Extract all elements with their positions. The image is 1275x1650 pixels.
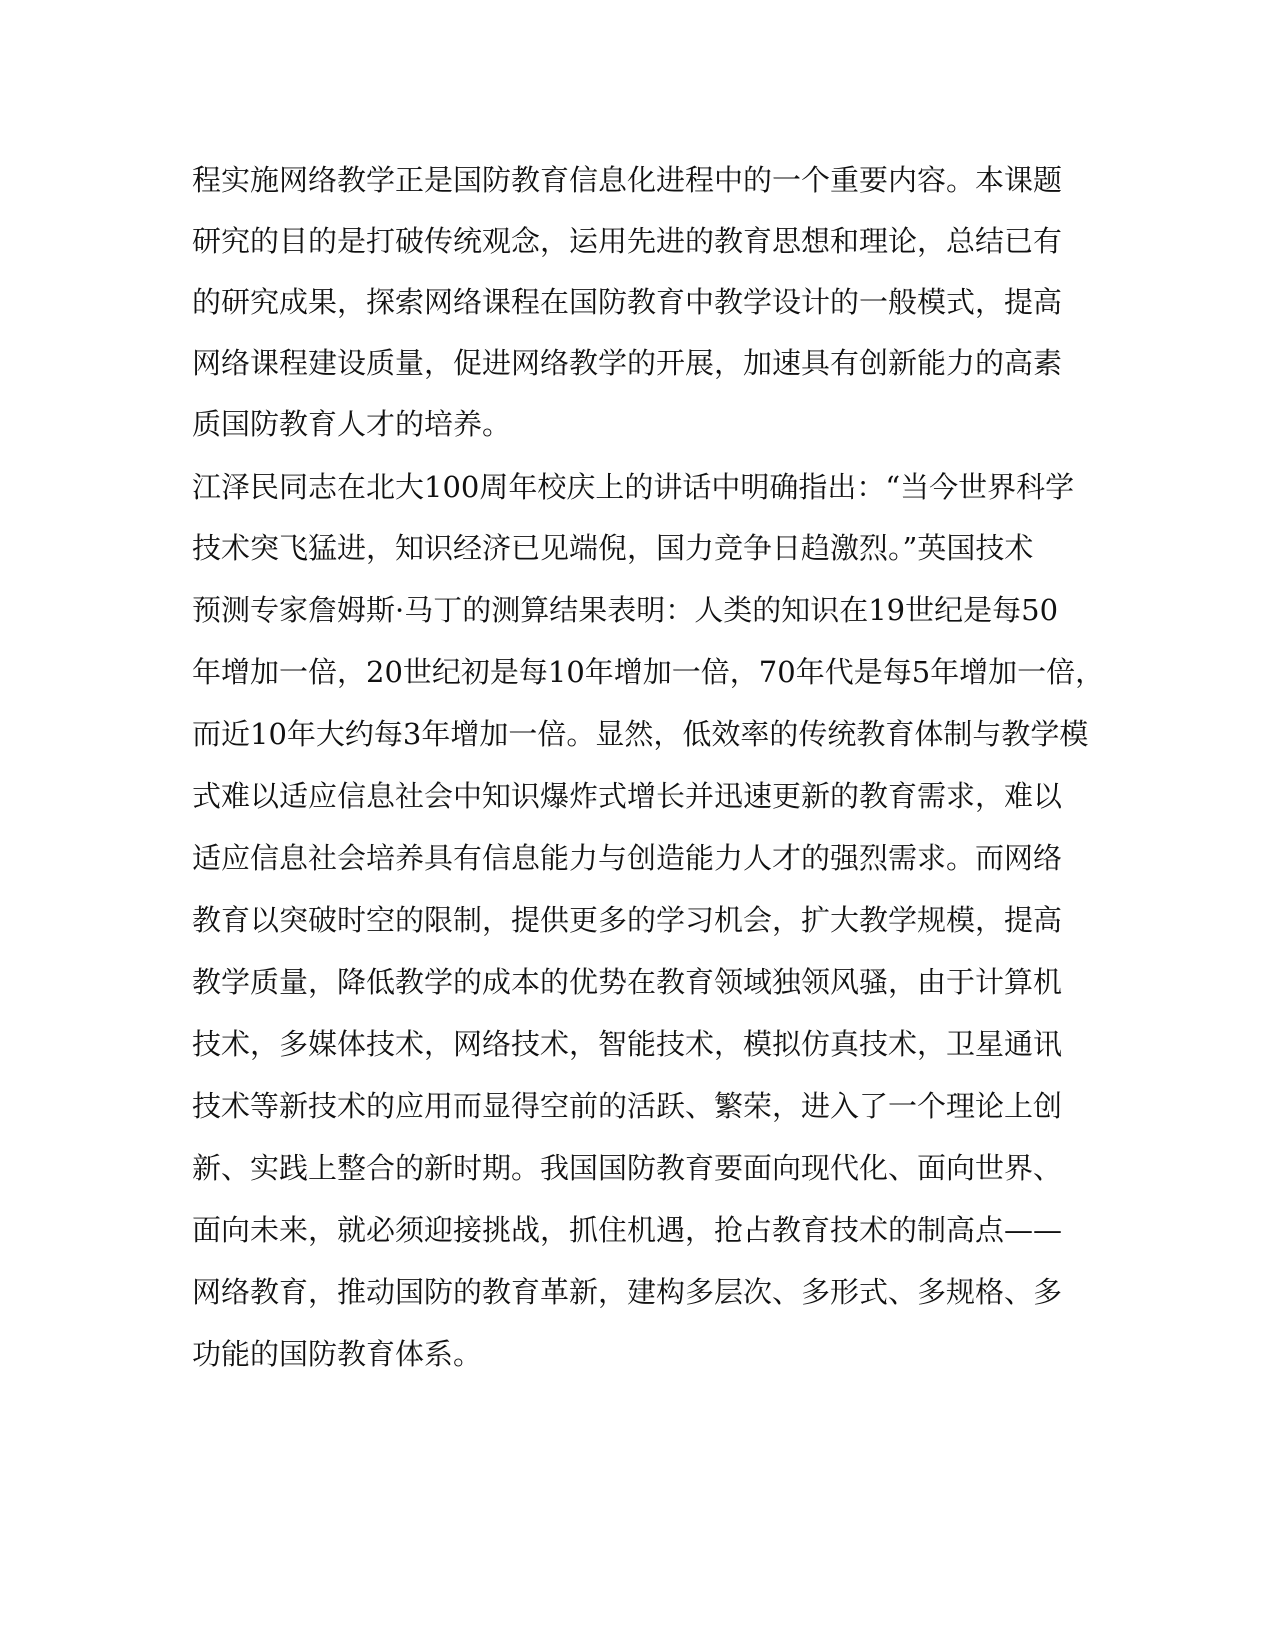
paragraph-2-line-3: 预测专家詹姆斯·马丁的测算结果表明：人类的知识在19世纪是每50 (192, 593, 1059, 627)
paragraph-2-line-7: 适应信息社会培养具有信息能力与创造能力人才的强烈需求。而网络 (192, 841, 1063, 875)
paragraph-2-line-12: 新、实践上整合的新时期。我国国防教育要面向现代化、面向世界、 (192, 1151, 1063, 1185)
paragraph-2-line-8: 教育以突破时空的限制，提供更多的学习机会，扩大教学规模，提高 (192, 903, 1063, 937)
paragraph-1-line-4: 网络课程建设质量，促进网络教学的开展，加速具有创新能力的高素 (192, 346, 1063, 380)
paragraph-2-line-13: 面向未来，就必须迎接挑战，抓住机遇，抢占教育技术的制高点—— (192, 1213, 1063, 1247)
paragraph-2-line-6: 式难以适应信息社会中知识爆炸式增长并迅速更新的教育需求，难以 (192, 779, 1063, 813)
paragraph-2-line-4: 年增加一倍，20世纪初是每10年增加一倍，70年代是每5年增加一倍， (192, 655, 1105, 689)
paragraph-2-line-11: 技术等新技术的应用而显得空前的活跃、繁荣，进入了一个理论上创 (192, 1089, 1063, 1123)
paragraph-2-line-10: 技术，多媒体技术，网络技术，智能技术，模拟仿真技术，卫星通讯 (192, 1027, 1063, 1061)
paragraph-2-line-14: 网络教育，推动国防的教育革新，建构多层次、多形式、多规格、多 (192, 1275, 1063, 1309)
paragraph-1-line-5: 质国防教育人才的培养。 (192, 407, 512, 441)
paragraph-1-line-1: 程实施网络教学正是国防教育信息化进程中的一个重要内容。本课题 (192, 163, 1063, 197)
paragraph-1-line-2: 研究的目的是打破传统观念，运用先进的教育思想和理论，总结已有 (192, 224, 1063, 258)
paragraph-2-line-5: 而近10年大约每3年增加一倍。显然，低效率的传统教育体制与教学模 (192, 717, 1089, 751)
paragraph-2-line-2: 技术突飞猛进，知识经济已见端倪，国力竞争日趋激烈。”英国技术 (192, 531, 1034, 565)
paragraph-1-line-3: 的研究成果，探索网络课程在国防教育中教学设计的一般模式，提高 (192, 285, 1063, 319)
paragraph-2-line-15: 功能的国防教育体系。 (192, 1337, 483, 1371)
paragraph-2-line-9: 教学质量，降低教学的成本的优势在教育领域独领风骚，由于计算机 (192, 965, 1063, 999)
paragraph-2-line-1: 江泽民同志在北大100周年校庆上的讲话中明确指出：“当今世界科学 (192, 470, 1075, 504)
